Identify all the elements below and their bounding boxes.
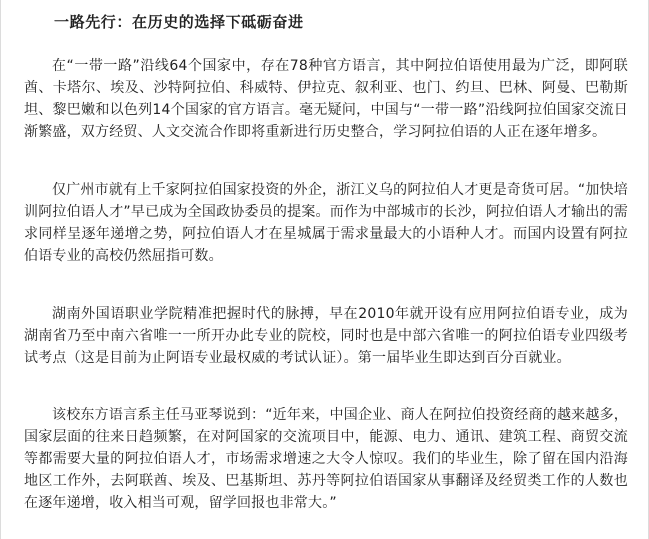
paragraph-college: 湖南外国语职业学院精准把握时代的脉搏，早在2010年就开设有应用阿拉伯语专业，成为湖南省乃至中南六省唯一一所开办此专业的院校，同时也是中部六省唯一的阿拉伯语专业四级考试考点（这是目前为止阿语专业最权威的考试认证）。第一届毕业生即达到百分百就业。 — [24, 306, 628, 366]
paragraph-languages: 在“一带一路”沿线64个国家中，存在78种官方语言，其中阿拉伯语使用最为广泛，即阿联酋、卡塔尔、埃及、沙特阿拉伯、科威特、伊拉克、叙利亚、也门、约旦、巴林、阿曼、巴勒斯坦、黎巴嫩和以色列14个国家的官方语言。毫无疑问，中国与“一带一路”沿线阿拉伯国家交流日渐繁盛，双方经贸、人文交流合作即将重新进行历史整合，学习阿拉伯语的人正在逐年增多。 — [24, 58, 628, 140]
paragraph-quote: 该校东方语言系主任马亚琴说到：“近年来，中国企业、商人在阿拉伯投资经商的越来越多，国家层面的往来日趋频繁，在对阿国家的交流项目中，能源、电力、通讯、建筑工程、商贸交流等都需要大量的阿拉伯语人才，市场需求增速之大令人惊叹。我们的毕业生，除了留在国内沿海地区工作外，去阿联酋、埃及、巴基斯坦、苏丹等阿拉伯语国家从事翻译及经贸类工作的人数也在逐年递增，收入相当可观，留学回报也非常大。” — [24, 407, 628, 511]
article-heading: 一路先行：在历史的选择下砥砺奋进 — [54, 13, 304, 31]
left-border — [0, 0, 1, 539]
paragraph-talent-demand: 仅广州市就有上千家阿拉伯国家投资的外企，浙江义乌的阿拉伯人才更是奇货可居。“加快培训阿拉伯语人才”早已成为全国政协委员的提案。而作为中部城市的长沙，阿拉伯语人才输出的需求同样呈逐年递增之势，阿拉伯语人才在星城属于需求量最大的小语种人才。而国内设置有阿拉伯语专业的高校仍然屈指可数。 — [24, 182, 628, 264]
